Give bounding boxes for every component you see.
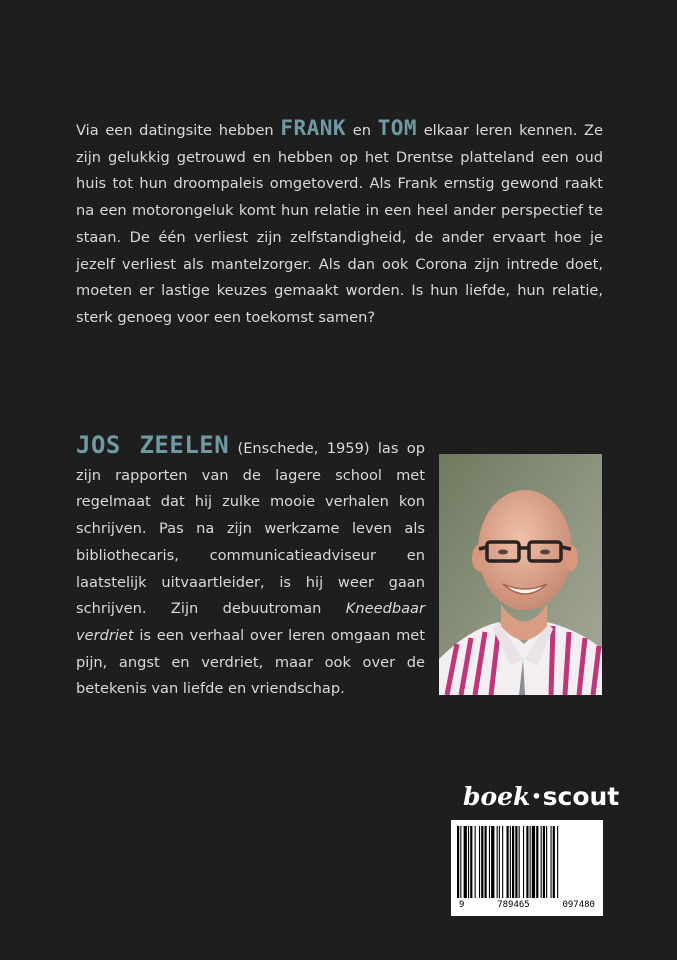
barcode-bar (543, 826, 545, 898)
barcode-bar (470, 826, 472, 898)
barcode-bar (502, 826, 503, 898)
publisher-logo-part1: boek (463, 782, 531, 811)
photo-spacer (425, 446, 603, 691)
character-name-frank: FRANK (280, 116, 347, 140)
barcode-bar (481, 826, 483, 898)
barcode-bar (557, 826, 558, 898)
barcode-bar (460, 826, 461, 898)
isbn-digits (451, 900, 603, 910)
bio-text-start: (Enschede, 1959) las op zijn rapporten van de lagere school met regelmaat dat hij zulke mooie verhalen kon schrijven. Pas na zijn werkzame leven als bibliothecaris, communicatieadviseur en laatstelijk uitvaartleider, is hij weer gaan schrijven. Zijn debuutroman (76, 440, 425, 618)
barcode-bar (530, 826, 531, 898)
barcode-bar (499, 826, 500, 898)
blurb-paragraph (76, 118, 603, 332)
barcode-bar (536, 826, 538, 898)
barcode-bar (485, 826, 487, 898)
publisher-logo-part2: scout (542, 782, 620, 811)
barcode-bar (510, 826, 511, 898)
barcode-bar (507, 826, 509, 898)
barcode-bar (491, 826, 494, 898)
barcode-bar (532, 826, 535, 898)
barcode-bar (553, 826, 555, 898)
blurb-text-rest: elkaar leren kennen. Ze zijn gelukkig getrouwd en hebben op het Drentse platteland een oud huis tot hun droompaleis omgetoverd. Als Frank ernstig gewond raakt na een motorongeluk komt hun relatie in een heel ander perspectief te staan. De één verliest zijn zelfstandigheid, de ander ervaart hoe je jezelf verliest als mantelzorger. Als dan ook Corona zijn intrede doet, moeten er lastige keuzes gemaakt worden. Is hun liefde, hun relatie, sterk genoeg voor een toekomst samen? (76, 122, 603, 326)
book-title: Kneedbaar verdriet (76, 600, 425, 644)
barcode-bar (464, 826, 467, 898)
isbn-first-digit: 9 (459, 900, 465, 910)
blurb-text-start: Via een datingsite hebben (76, 122, 281, 139)
barcode-bar (479, 826, 480, 898)
bio-text-end: is een verhaal over leren omgaan met pijn, angst en verdriet, maar ook over de betekenis van liefde en vriendschap. (76, 626, 425, 698)
isbn-barcode (451, 820, 603, 916)
barcode-bar (497, 826, 498, 898)
barcode-bar (457, 826, 459, 898)
author-bio-paragraph (76, 431, 603, 703)
barcode-bar (519, 826, 520, 898)
barcode-bar (526, 826, 528, 898)
barcode-bar (512, 826, 514, 898)
barcode-bar (546, 826, 547, 898)
isbn-group-2: 097480 (562, 900, 595, 910)
barcode-bar (523, 826, 524, 898)
barcode-bar (515, 826, 517, 898)
author-name: JOS ZEELEN (76, 431, 230, 459)
blurb-text-and: en (346, 122, 378, 139)
publisher-logo-dot: • (531, 787, 542, 806)
isbn-group-1: 789465 (497, 900, 530, 910)
barcode-bar (541, 826, 542, 898)
character-name-tom: TOM (377, 116, 418, 140)
barcode-bar (468, 826, 469, 898)
barcode-bar (489, 826, 490, 898)
barcode-bar (475, 826, 476, 898)
publisher-logo (463, 782, 620, 811)
barcode-bar (551, 826, 552, 898)
